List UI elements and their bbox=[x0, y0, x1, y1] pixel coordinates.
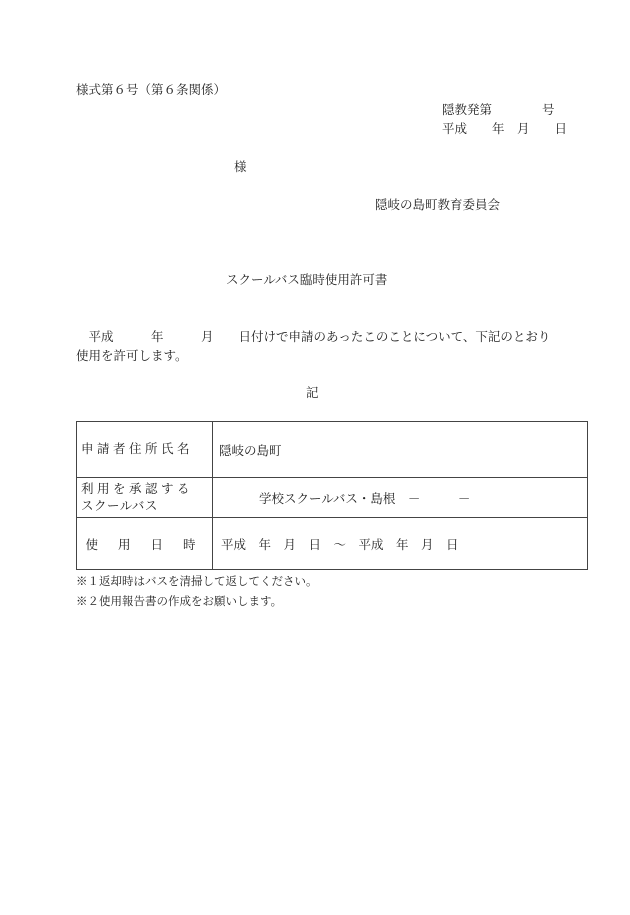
bus-value: 学校スクールバス・島根 － － bbox=[259, 490, 471, 506]
note-2: ※２使用報告書の作成をお願いします。 bbox=[76, 594, 283, 608]
form-number: 様式第６号（第６条関係） bbox=[76, 82, 227, 97]
issuer-name: 隠岐の島町教育委員会 bbox=[375, 197, 501, 212]
usage-date-label: 使 用 日 時 bbox=[85, 536, 204, 552]
usage-date-value: 平成 年 月 日 ～ 平成 年 月 日 bbox=[221, 536, 459, 552]
recipient-honorific: 様 bbox=[234, 159, 247, 174]
note-1: ※１返却時はバスを清掃して返してください。 bbox=[76, 574, 318, 588]
body-line-1: 平成 年 月 日付けで申請のあったこのことについて、下記のとおり bbox=[76, 329, 551, 344]
bus-label-line-1: 利用を承認する bbox=[81, 481, 194, 497]
ki-heading: 記 bbox=[306, 385, 319, 400]
document-number: 隠教発第 号 bbox=[442, 102, 555, 117]
body-line-2: 使用を許可します。 bbox=[76, 348, 188, 363]
applicant-label: 申請者住所氏名 bbox=[81, 441, 194, 457]
table-row-applicant bbox=[77, 422, 588, 478]
table-row-usage-date bbox=[77, 518, 588, 570]
issue-date: 平成 年 月 日 bbox=[442, 121, 568, 136]
applicant-value: 隠岐の島町 bbox=[219, 442, 282, 458]
permit-details-table bbox=[76, 421, 588, 570]
table-row-bus bbox=[77, 478, 588, 518]
bus-label-line-2: スクールバス bbox=[81, 497, 158, 513]
document-title: スクールバス臨時使用許可書 bbox=[226, 272, 388, 287]
